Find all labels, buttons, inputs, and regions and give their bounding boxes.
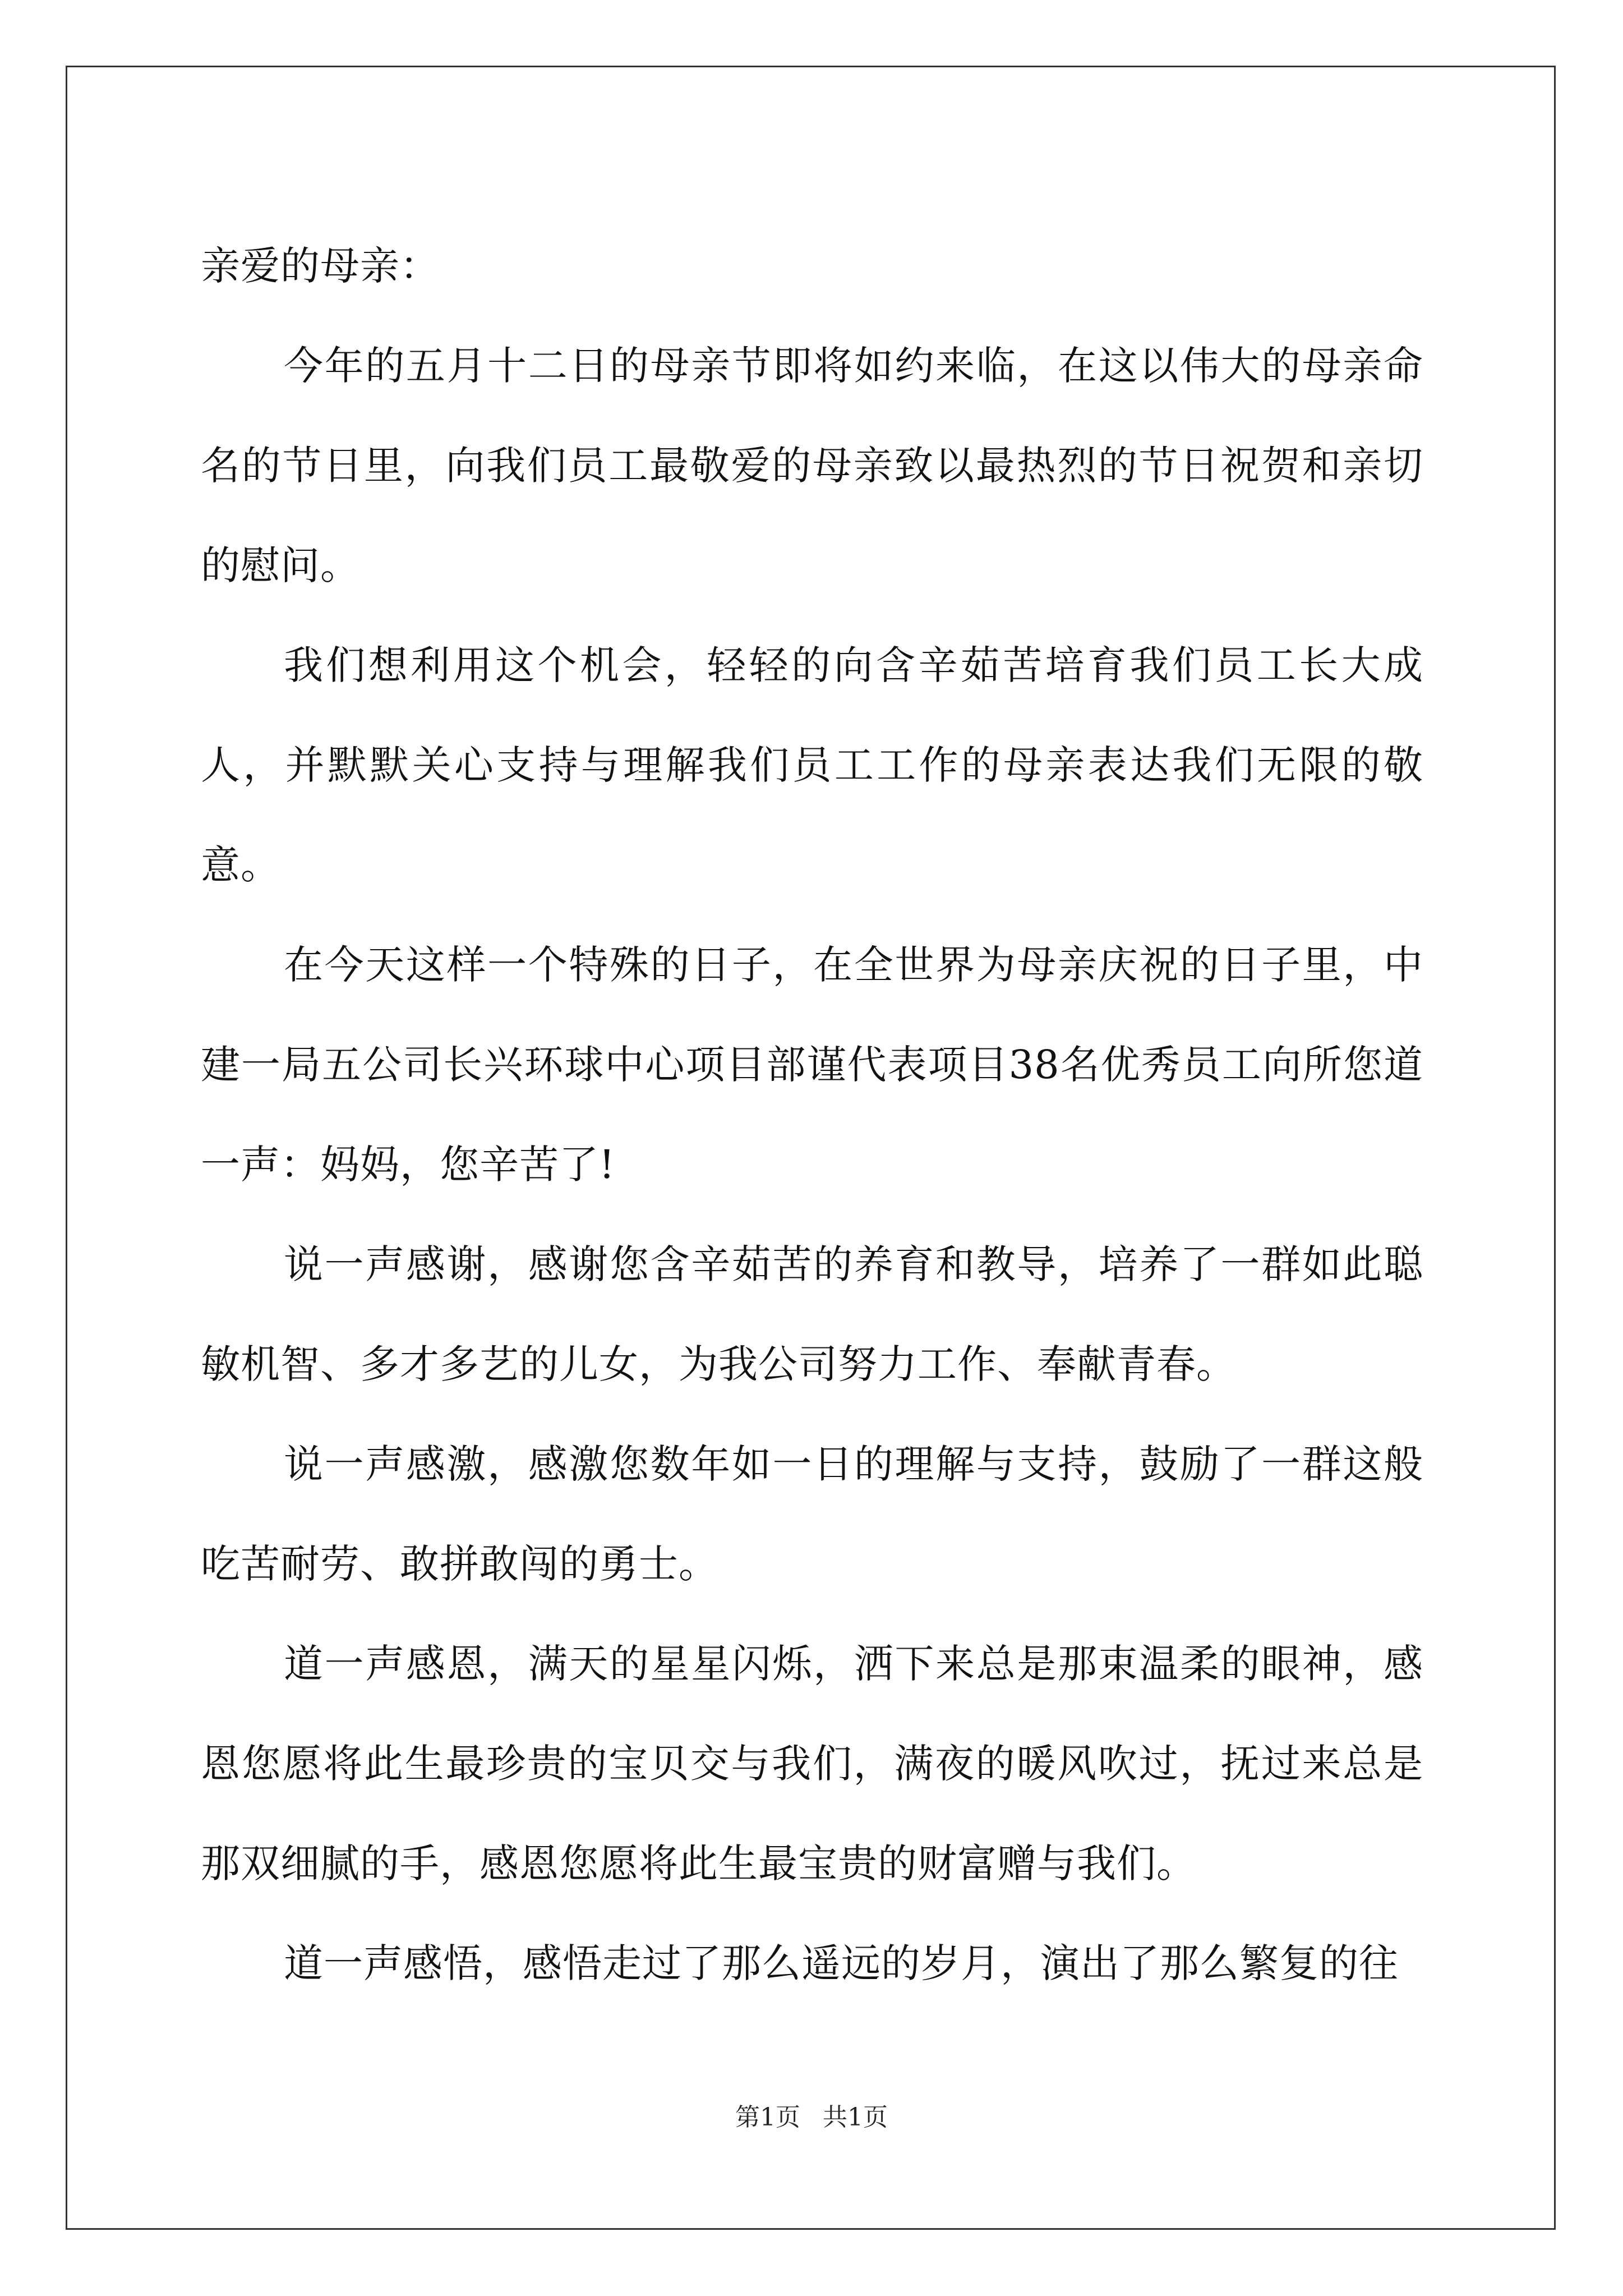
letter-body	[201, 216, 1423, 2013]
paragraph-7: 道一声感悟，感悟走过了那么遥远的岁月，演出了那么繁复的往	[284, 1940, 1399, 1986]
page-footer	[0, 2101, 1623, 2134]
page-number: 第1页	[735, 2103, 800, 2132]
page-total: 共1页	[823, 2103, 888, 2132]
paragraph-5: 说一声感激，感激您数年如一日的理解与支持，鼓励了一群这般吃苦耐劳、敢拼敢闯的勇士。	[201, 1441, 1423, 1587]
paragraph-4: 说一声感谢，感谢您含辛茹苦的养育和教导，培养了一群如此聪敏机智、多才多艺的儿女，为我公司努力工作、奉献青春。	[201, 1241, 1423, 1387]
paragraph-2: 我们想利用这个机会，轻轻的向含辛茹苦培育我们员工长大成人，并默默关心支持与理解我们员工工作的母亲表达我们无限的敬意。	[201, 642, 1423, 888]
paragraph-3: 在今天这样一个特殊的日子，在全世界为母亲庆祝的日子里，中建一局五公司长兴环球中心项目部谨代表项目38名优秀员工向所您道一声：妈妈，您辛苦了!	[201, 942, 1423, 1188]
salutation: 亲爱的母亲：	[201, 243, 440, 289]
paragraph-6: 道一声感恩，满天的星星闪烁，洒下来总是那束温柔的眼神，感恩您愿将此生最珍贵的宝贝交与我们，满夜的暖风吹过，抚过来总是那双细腻的手，感恩您愿将此生最宝贵的财富赠与我们。	[201, 1641, 1423, 1887]
paragraph-1: 今年的五月十二日的母亲节即将如约来临，在这以伟大的母亲命名的节日里，向我们员工最敬爱的母亲致以最热烈的节日祝贺和亲切的慰问。	[201, 343, 1423, 588]
